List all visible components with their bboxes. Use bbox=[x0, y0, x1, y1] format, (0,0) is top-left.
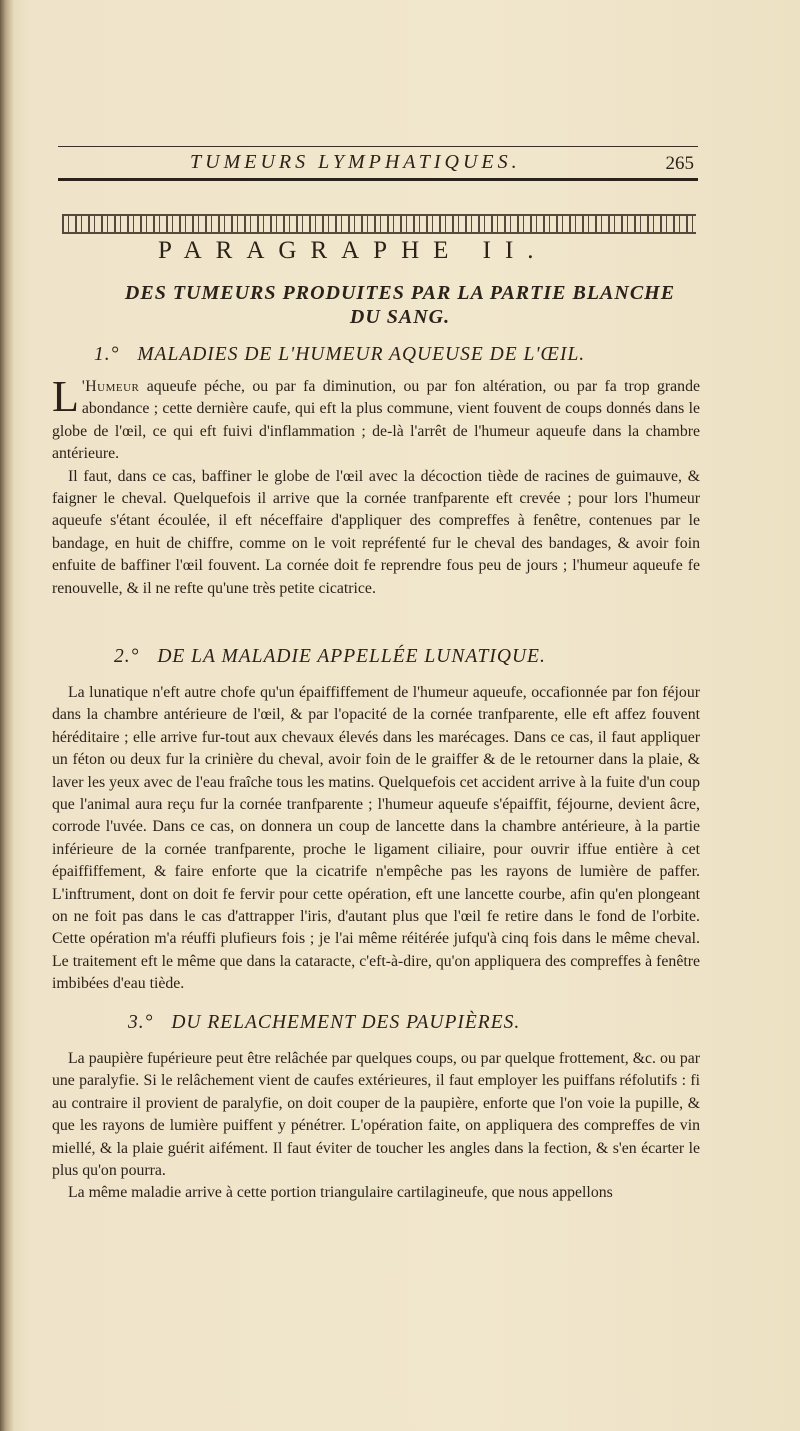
subsection-3-heading bbox=[128, 1012, 520, 1034]
subsection-number: 2.° bbox=[114, 646, 140, 667]
subsection-1-body bbox=[52, 372, 700, 600]
subsection-title: DE LA MALADIE APPELLÉE LUNATIQUE. bbox=[157, 646, 546, 667]
body-paragraph: Il faut, dans ce cas, baffiner le globe de l'œil avec la décoction tiède de racines de guimauve, & faigner le cheval. Quelquefois il arrive que la cornée tranfparente eft crevée ; pour lors l'humeur aqueufe s'étant écoulée, il eft néceffaire d'appliquer des compreffes à fenêtre, contenues par le bandage, en huit de chiffre, comme on le voit repréfenté fur le cheval des bandages, & avoir foin enfuite de baffiner l'œil fouvent. La cornée doit fe reprendre fous peu de jours ; l'humeur aqueufe fe renouvelle, & il ne refte qu'une très petite cicatrice. bbox=[52, 467, 700, 597]
paragraph-text: aqueufe péche, ou par fa diminution, ou par fon altération, ou par fa trop grande abondance ; cette dernière caufe, qui eft la plus commune, vient fouvent de coups donnés dans le globe de l'œil, ce qui eft fuivi d'inflammation ; de-là l'arrêt de l'humeur aqueufe dans la chambre antérieure. bbox=[52, 378, 700, 463]
subsection-number: 3.° bbox=[128, 1012, 154, 1033]
header-bottom-rule bbox=[58, 178, 698, 181]
lead-word: 'Humeur bbox=[81, 378, 140, 395]
ornamental-band bbox=[62, 214, 696, 234]
subsection-3-body bbox=[52, 1048, 700, 1205]
header-top-rule bbox=[58, 146, 698, 147]
section-title-line1: DES TUMEURS PRODUITES PAR LA PARTIE BLANCHE bbox=[124, 282, 676, 304]
subsection-number: 1.° bbox=[94, 344, 120, 365]
subsection-title: DU RELACHEMENT DES PAUPIÈRES. bbox=[171, 1012, 521, 1033]
subsection-1-heading bbox=[94, 344, 585, 366]
subsection-2-heading bbox=[114, 646, 546, 668]
drop-cap: L bbox=[52, 372, 79, 421]
section-title-line2: DU SANG. bbox=[349, 306, 451, 328]
subsection-2-body bbox=[52, 682, 700, 996]
page-number: 265 bbox=[665, 153, 694, 174]
paragraph-heading: PARAGRAPHE II. bbox=[158, 237, 548, 264]
body-paragraph: La paupière fupérieure peut être relâchée par quelques coups, ou par quelque frottement, &c. ou par une paralyfie. Si le relâchement vient de caufes extérieures, il faut employer les puiffans réfolutifs : fi au contraire il provient de paralyfie, on doit couper de la paupière, enforte que l'on voie la pupille, & que les rayons de lumière puiffent y pénétrer. L'opération faite, on appliquera des compreffes de vin miellé, & la plaie guérit aifément. Il faut éviter de toucher les angles dans la fection, & s'en écarter le plus qu'on pourra. bbox=[52, 1050, 700, 1180]
subsection-title: MALADIES DE L'HUMEUR AQUEUSE DE L'ŒIL. bbox=[137, 344, 586, 365]
running-header bbox=[58, 140, 698, 188]
running-title: TUMEURS LYMPHATIQUES. bbox=[190, 151, 521, 173]
body-paragraph bbox=[52, 372, 700, 466]
body-paragraph: La lunatique n'eft autre chofe qu'un épaiffiffement de l'humeur aqueufe, occafionnée par fon féjour dans la chambre antérieure de l'œil, & par l'opacité de la cornée tranfparente, elle eft affez fouvent héréditaire ; elle arrive fur-tout aux chevaux élevés dans les marécages. Dans ce cas, il faut appliquer un féton ou deux fur la crinière du cheval, avoir foin de le graiffer & de le retourner dans la plaie, & laver les yeux avec de l'eau fraîche tous les matins. Quelquefois cet accident arrive à la fuite d'un coup que l'animal aura reçu fur la cornée tranfparente ; l'humeur aqueufe s'épaiffit, féjourne, devient âcre, corrode l'uvée. Dans ce cas, on donnera un coup de lancette dans la chambre antérieure, à la partie inférieure de la cornée tranfparente, proche le ligament ciliaire, pour ouvrir iffue entière à cet épaiffiffement, & faire enforte que la cicatrife n'empêche pas les rayons de lumière de paffer. L'inftrument, dont on doit fe fervir pour cette opération, eft une lancette courbe, afin qu'en plongeant on ne foit pas dans le cas d'attrapper l'iris, d'autant plus que l'œil fe retire dans le fond de l'orbite. Cette opération m'a réuffi plufieurs fois ; je l'ai même réitérée jufqu'à cinq fois dans le même cheval. Le traitement eft le même que dans la cataracte, c'eft-à-dire, qu'on appliquera des compreffes à fenêtre imbibées d'eau tiède. bbox=[52, 684, 700, 993]
body-paragraph: La même maladie arrive à cette portion triangulaire cartilagineufe, que nous appellons bbox=[68, 1184, 613, 1202]
